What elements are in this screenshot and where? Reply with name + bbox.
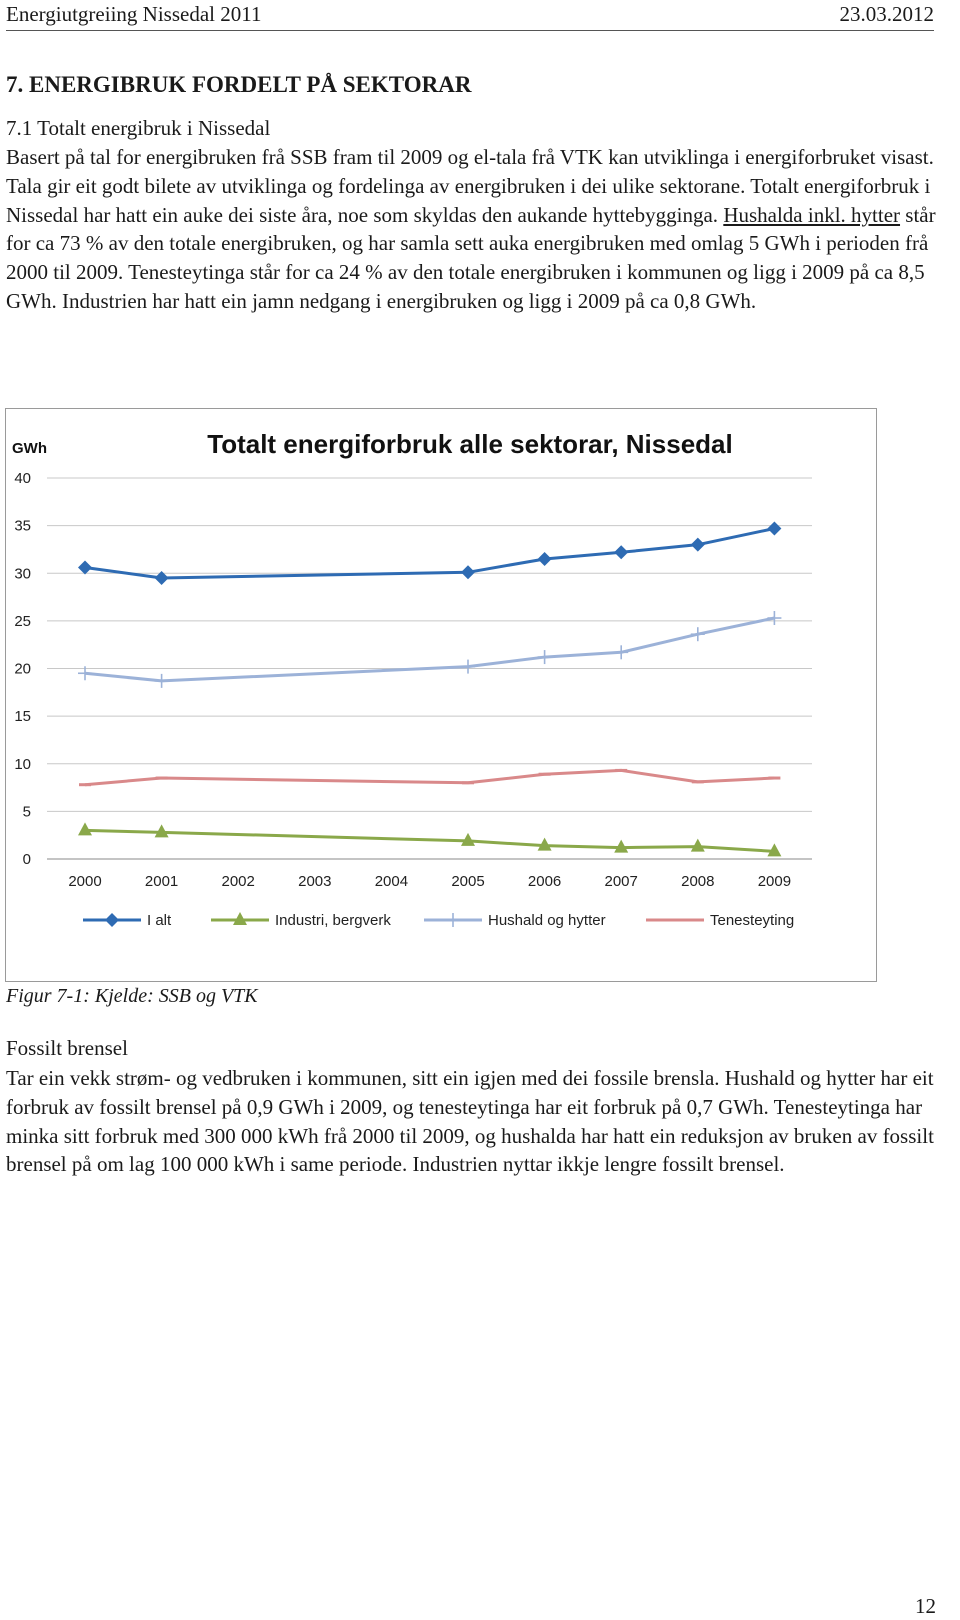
intro-text-underlined: Hushalda inkl. hytter (723, 202, 901, 227)
legend-label: Tenesteyting (710, 912, 795, 929)
y-tick-label: 30 (14, 565, 31, 583)
intro-paragraph (6, 143, 941, 316)
x-tick-label: 2006 (527, 873, 562, 890)
chart-border (6, 409, 877, 982)
fossil-fuel-heading: Fossilt brensel (6, 1036, 128, 1060)
intro-text-part2: står for ca 73 % av den totale energibruken, og har samla sett auka energibruken med omlag 5 GWh i perioden frå 2000 til 2009. Tenesteytinga står for ca 24 % av den totale energibruken i kommunen og ligg i 2009 på ca 8,5 GWh. Industrien har hatt ein jamn nedgang i energibruken og ligg i 2009 på ca 0,8 GWh. (6, 202, 936, 313)
y-tick-label: 25 (14, 612, 31, 630)
y-tick-label: 35 (14, 517, 31, 535)
intro-text-part1: Basert på tal for energibruken frå SSB fram til 2009 og el-tala frå VTK kan utviklinga i energiforbruket visast. Tala gir eit godt bilete av utviklinga og fordelinga av energibruken i dei ulike sektorane. Totalt energiforbruk i Nissedal har hatt ein auke dei siste åra, noe som skyldas den aukande hyttebygginga. (6, 145, 934, 227)
energy-chart (5, 408, 877, 982)
header-title: Energiutgreiing Nissedal 2011 (6, 2, 262, 26)
y-tick-label: 5 (22, 803, 31, 821)
figure-caption: Figur 7-1: Kjelde: SSB og VTK (6, 985, 258, 1007)
section-subheading: 7.1 Totalt energibruk i Nissedal (6, 116, 271, 140)
chart-y-axis-unit: GWh (12, 440, 47, 457)
x-tick-label: 2007 (604, 873, 638, 890)
x-tick-label: 2001 (144, 873, 179, 890)
section-heading: 7. ENERGIBRUK FORDELT PÅ SEKTORAR (6, 72, 472, 97)
chart-svg (5, 408, 877, 982)
y-tick-label: 40 (14, 470, 31, 487)
page-number: 12 (915, 1594, 936, 1618)
x-tick-label: 2008 (681, 873, 715, 890)
header-divider (6, 30, 934, 31)
legend-label: Hushald og hytter (488, 912, 606, 929)
fossil-fuel-paragraph: Tar ein vekk strøm- og vedbruken i kommunen, sitt ein igjen med dei fossile brensla. Hushald og hytter har eit forbruk av fossilt brensel på 0,9 GWh i 2009, og tenesteytinga har eit forbruk på 0,7 GWh. Tenesteytinga har minka sitt forbruk med 300 000 kWh frå 2000 til 2009, og hushalda har hatt ein reduksjon av bruken av fossilt brensel på om lag 100 000 kWh i same periode. Industrien nyttar ikkje lengre fossilt brensel. (6, 1066, 934, 1177)
y-tick-label: 15 (14, 708, 31, 726)
legend-label: Industri, bergverk (275, 912, 391, 929)
x-tick-label: 2003 (298, 873, 332, 890)
header-date: 23.03.2012 (839, 2, 934, 26)
legend-label: I alt (147, 912, 172, 929)
x-tick-label: 2009 (757, 873, 792, 890)
x-tick-label: 2004 (374, 873, 409, 890)
x-tick-label: 2002 (221, 873, 255, 890)
chart-title: Totalt energiforbruk alle sektorar, Nissedal (207, 429, 733, 459)
x-tick-label: 2005 (451, 873, 485, 890)
y-tick-label: 10 (14, 755, 31, 773)
y-tick-label: 20 (14, 660, 31, 678)
x-tick-label: 2000 (68, 873, 102, 890)
y-tick-label: 0 (22, 851, 31, 868)
